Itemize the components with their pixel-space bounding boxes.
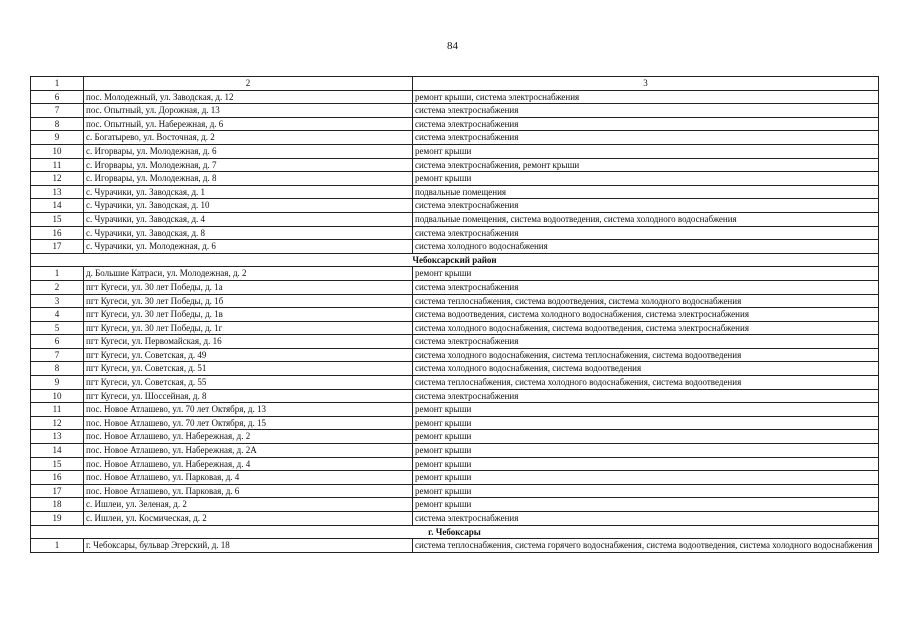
works-cell: ремонт крыши xyxy=(413,498,879,512)
row-number: 8 xyxy=(31,362,84,376)
address-cell: с. Игорвары, ул. Молодежная, д. 6 xyxy=(84,144,413,158)
address-cell: с. Чурачики, ул. Заводская, д. 4 xyxy=(84,212,413,226)
works-cell: система электроснабжения xyxy=(413,104,879,118)
row-number: 1 xyxy=(31,539,84,553)
table-row xyxy=(31,158,879,172)
works-cell: ремонт крыши xyxy=(413,471,879,485)
row-number: 14 xyxy=(31,444,84,458)
header-cell-3: 3 xyxy=(413,77,879,91)
address-cell: с. Ишлеи, ул. Зеленая, д. 2 xyxy=(84,498,413,512)
section-title: г. Чебоксары xyxy=(31,525,879,539)
address-cell: пгт Кугеси, ул. 30 лет Победы, д. 1а xyxy=(84,280,413,294)
table-row xyxy=(31,131,879,145)
address-cell: с. Богатырево, ул. Восточная, д. 2 xyxy=(84,131,413,145)
address-cell: с. Игорвары, ул. Молодежная, д. 8 xyxy=(84,172,413,186)
row-number: 10 xyxy=(31,144,84,158)
row-number: 18 xyxy=(31,498,84,512)
table-row xyxy=(31,212,879,226)
row-number: 4 xyxy=(31,308,84,322)
table-row xyxy=(31,416,879,430)
table-row xyxy=(31,362,879,376)
table-row xyxy=(31,199,879,213)
row-number: 12 xyxy=(31,416,84,430)
table-row xyxy=(31,348,879,362)
works-cell: ремонт крыши xyxy=(413,267,879,281)
table-row xyxy=(31,457,879,471)
works-cell: ремонт крыши xyxy=(413,444,879,458)
row-number: 9 xyxy=(31,131,84,145)
row-number: 6 xyxy=(31,90,84,104)
page-number: 84 xyxy=(447,40,458,52)
works-cell: система электроснабжения xyxy=(413,117,879,131)
row-number: 14 xyxy=(31,199,84,213)
table-row xyxy=(31,498,879,512)
works-cell: система электроснабжения xyxy=(413,226,879,240)
address-cell: пгт Кугеси, ул. Шоссейная, д. 8 xyxy=(84,389,413,403)
row-number: 13 xyxy=(31,430,84,444)
address-cell: пос. Новое Атлашево, ул. Парковая, д. 6 xyxy=(84,484,413,498)
row-number: 15 xyxy=(31,212,84,226)
row-number: 17 xyxy=(31,484,84,498)
address-cell: с. Чурачики, ул. Заводская, д. 10 xyxy=(84,199,413,213)
table-row xyxy=(31,512,879,526)
table-row xyxy=(31,267,879,281)
works-cell: подвальные помещения, система водоотведения, система холодного водоснабжения xyxy=(413,212,879,226)
section-header-row xyxy=(31,525,879,539)
table-row xyxy=(31,240,879,254)
address-cell: д. Большие Катраси, ул. Молодежная, д. 2 xyxy=(84,267,413,281)
row-number: 7 xyxy=(31,348,84,362)
address-cell: пгт Кугеси, ул. Первомайская, д. 16 xyxy=(84,335,413,349)
header-cell-1: 1 xyxy=(31,77,84,91)
works-cell: ремонт крыши xyxy=(413,430,879,444)
address-cell: пос. Новое Атлашево, ул. Парковая, д. 4 xyxy=(84,471,413,485)
row-number: 12 xyxy=(31,172,84,186)
works-cell: система электроснабжения xyxy=(413,280,879,294)
address-cell: пос. Новое Атлашево, ул. 70 лет Октября, д. 13 xyxy=(84,403,413,417)
address-cell: с. Ишлеи, ул. Космическая, д. 2 xyxy=(84,512,413,526)
address-cell: с. Игорвары, ул. Молодежная, д. 7 xyxy=(84,158,413,172)
row-number: 19 xyxy=(31,512,84,526)
table-row xyxy=(31,90,879,104)
address-cell: пос. Новое Атлашево, ул. Набережная, д. 2А xyxy=(84,444,413,458)
table-row xyxy=(31,376,879,390)
address-cell: пос. Новое Атлашево, ул. Набережная, д. 2 xyxy=(84,430,413,444)
works-cell: система электроснабжения xyxy=(413,199,879,213)
row-number: 11 xyxy=(31,158,84,172)
works-cell: система электроснабжения xyxy=(413,389,879,403)
address-cell: пгт Кугеси, ул. Советская, д. 55 xyxy=(84,376,413,390)
address-cell: пгт Кугеси, ул. Советская, д. 49 xyxy=(84,348,413,362)
works-cell: ремонт крыши xyxy=(413,484,879,498)
section-title: Чебоксарский район xyxy=(31,253,879,267)
table-row xyxy=(31,294,879,308)
address-cell: г. Чебоксары, бульвар Эгерский, д. 18 xyxy=(84,539,413,553)
table-row xyxy=(31,335,879,349)
address-cell: с. Чурачики, ул. Заводская, д. 1 xyxy=(84,185,413,199)
works-cell: система холодного водоснабжения, система теплоснабжения, система водоотведения xyxy=(413,348,879,362)
table-row xyxy=(31,484,879,498)
works-cell: подвальные помещения xyxy=(413,185,879,199)
works-cell: ремонт крыши xyxy=(413,457,879,471)
row-number: 11 xyxy=(31,403,84,417)
row-number: 16 xyxy=(31,471,84,485)
address-cell: пос. Опытный, ул. Набережная, д. 6 xyxy=(84,117,413,131)
works-cell: система электроснабжения, ремонт крыши xyxy=(413,158,879,172)
table-row xyxy=(31,226,879,240)
address-cell: пос. Новое Атлашево, ул. 70 лет Октября, д. 15 xyxy=(84,416,413,430)
row-number: 2 xyxy=(31,280,84,294)
row-number: 10 xyxy=(31,389,84,403)
header-row xyxy=(31,77,879,91)
address-cell: пос. Опытный, ул. Дорожная, д. 13 xyxy=(84,104,413,118)
address-cell: пгт Кугеси, ул. 30 лет Победы, д. 1г xyxy=(84,321,413,335)
table-row xyxy=(31,308,879,322)
works-cell: система холодного водоснабжения xyxy=(413,240,879,254)
table-row xyxy=(31,280,879,294)
table-row xyxy=(31,144,879,158)
address-cell: пгт Кугеси, ул. 30 лет Победы, д. 1в xyxy=(84,308,413,322)
section-header-row xyxy=(31,253,879,267)
header-cell-2: 2 xyxy=(84,77,413,91)
table-row xyxy=(31,430,879,444)
row-number: 17 xyxy=(31,240,84,254)
row-number: 5 xyxy=(31,321,84,335)
table-row xyxy=(31,172,879,186)
table-row xyxy=(31,403,879,417)
works-cell: ремонт крыши, система электроснабжения xyxy=(413,90,879,104)
works-cell: система электроснабжения xyxy=(413,512,879,526)
works-cell: ремонт крыши xyxy=(413,403,879,417)
row-number: 8 xyxy=(31,117,84,131)
table-row xyxy=(31,104,879,118)
address-cell: с. Чурачики, ул. Заводская, д. 8 xyxy=(84,226,413,240)
table-row xyxy=(31,539,879,553)
table-body xyxy=(31,77,879,553)
row-number: 9 xyxy=(31,376,84,390)
works-cell: система холодного водоснабжения, система водоотведения, система электроснабжения xyxy=(413,321,879,335)
row-number: 6 xyxy=(31,335,84,349)
row-number: 1 xyxy=(31,267,84,281)
table-row xyxy=(31,444,879,458)
repair-table xyxy=(30,76,879,553)
works-cell: система теплоснабжения, система водоотведения, система холодного водоснабжения xyxy=(413,294,879,308)
works-cell: система водоотведения, система холодного водоснабжения, система электроснабжения xyxy=(413,308,879,322)
works-cell: ремонт крыши xyxy=(413,144,879,158)
table-row xyxy=(31,321,879,335)
works-cell: система электроснабжения xyxy=(413,335,879,349)
row-number: 16 xyxy=(31,226,84,240)
table-row xyxy=(31,185,879,199)
address-cell: пос. Новое Атлашево, ул. Набережная, д. 4 xyxy=(84,457,413,471)
works-cell: система холодного водоснабжения, система водоотведения xyxy=(413,362,879,376)
row-number: 15 xyxy=(31,457,84,471)
works-cell: система теплоснабжения, система горячего водоснабжения, система водоотведения, система холодного водоснабжения xyxy=(413,539,879,553)
works-cell: ремонт крыши xyxy=(413,172,879,186)
address-cell: пгт Кугеси, ул. 30 лет Победы, д. 1б xyxy=(84,294,413,308)
address-cell: с. Чурачики, ул. Молодежная, д. 6 xyxy=(84,240,413,254)
address-cell: пос. Молодежный, ул. Заводская, д. 12 xyxy=(84,90,413,104)
table-row xyxy=(31,389,879,403)
table-row xyxy=(31,471,879,485)
table-row xyxy=(31,117,879,131)
works-cell: система электроснабжения xyxy=(413,131,879,145)
row-number: 3 xyxy=(31,294,84,308)
works-cell: ремонт крыши xyxy=(413,416,879,430)
works-cell: система теплоснабжения, система холодного водоснабжения, система водоотведения xyxy=(413,376,879,390)
address-cell: пгт Кугеси, ул. Советская, д. 51 xyxy=(84,362,413,376)
row-number: 13 xyxy=(31,185,84,199)
row-number: 7 xyxy=(31,104,84,118)
